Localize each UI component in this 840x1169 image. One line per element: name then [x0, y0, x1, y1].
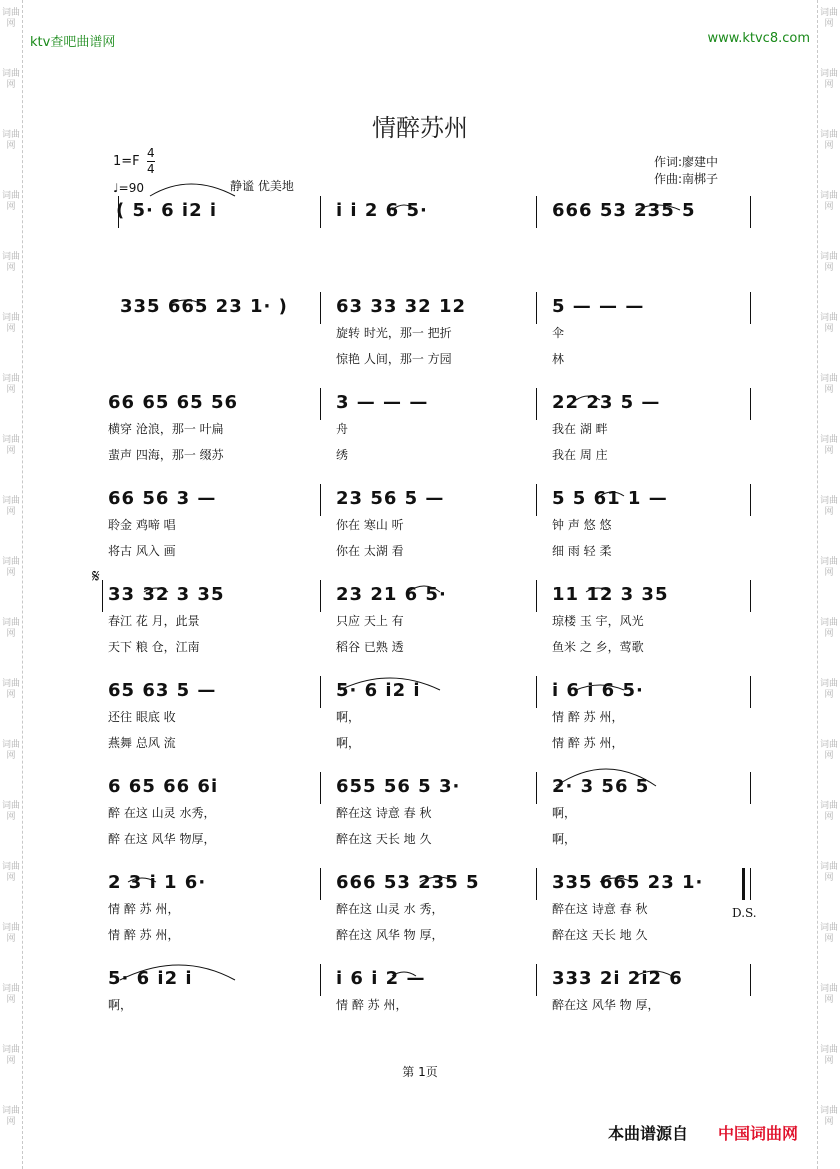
- source-prefix: 本曲谱源自: [608, 1124, 689, 1143]
- bar-line: [750, 196, 751, 228]
- side-watermark-text: 词曲网: [819, 740, 838, 761]
- lyric-verse-2: 醉在这 天长 地 久: [552, 928, 648, 942]
- measure-notes: 66 56 3 —: [108, 488, 217, 509]
- lyric-verse-2: 你在 太湖 看: [336, 544, 404, 558]
- lyric-verse-2: 将古 风入 画: [108, 544, 176, 558]
- side-watermark-text: 词曲网: [1, 1106, 20, 1127]
- bar-line: [750, 388, 751, 420]
- lyric-verse-2: 绣: [336, 448, 349, 462]
- side-watermark-text: 词曲网: [819, 374, 838, 395]
- side-watermark-text: 词曲网: [1, 618, 20, 639]
- lyric-verse-2: 我在 周 庄: [552, 448, 608, 462]
- lyric-verse-1: 啊，: [108, 998, 133, 1012]
- side-watermark-text: 词曲网: [819, 8, 838, 29]
- lyricist-credit: 作词:廖建中: [654, 155, 719, 169]
- side-watermark-text: 词曲网: [819, 923, 838, 944]
- bar-line: [750, 964, 751, 996]
- composer-credit: 作曲:南梆子: [654, 172, 719, 186]
- lyric-verse-2: 稻谷 已熟 透: [336, 640, 404, 654]
- time-signature: [147, 146, 155, 177]
- measure-notes: 2· 3 56 5: [552, 776, 650, 797]
- lyric-verse-2: 细 雨 轻 柔: [552, 544, 612, 558]
- lyric-verse-2: 啊，: [336, 736, 361, 750]
- measure-notes: 65 63 5 —: [108, 680, 217, 701]
- measure-notes: 3 — — —: [336, 392, 429, 413]
- left-watermark-strip: [0, 0, 23, 1169]
- lyric-verse-2: 天下 粮 仓，江南: [108, 640, 200, 654]
- page-number: 第 1页: [402, 1065, 438, 1079]
- side-watermark-text: 词曲网: [1, 374, 20, 395]
- side-watermark-text: 词曲网: [1, 1045, 20, 1066]
- lyric-verse-2: 惊艳 人间，那一 方园: [336, 352, 452, 366]
- side-watermark-text: 词曲网: [1, 862, 20, 883]
- lyric-verse-1: 醉在这 山灵 水 秀，: [336, 902, 444, 916]
- lyric-verse-1: 只应 天上 有: [336, 614, 404, 628]
- side-watermark-text: 词曲网: [819, 435, 838, 456]
- bar-line: [320, 868, 321, 900]
- lyric-verse-1: 我在 湖 畔: [552, 422, 608, 436]
- lyric-verse-1: 横穿 沧浪，那一 叶扁: [108, 422, 224, 436]
- side-watermark-text: 词曲网: [1, 496, 20, 517]
- measure-notes: 5 5 61 1 —: [552, 488, 668, 509]
- measure-notes: ( 5· 6 i2 i: [116, 200, 218, 221]
- bar-line: [750, 580, 751, 612]
- lyric-verse-1: 伞: [552, 326, 565, 340]
- time-signature-bottom: 4: [147, 162, 155, 176]
- measure-notes: 33 32 3 35: [108, 584, 225, 605]
- bar-line: [320, 196, 321, 228]
- side-watermark-text: 词曲网: [1, 679, 20, 700]
- side-watermark-text: 词曲网: [819, 1106, 838, 1127]
- bar-line: [536, 868, 537, 900]
- lyric-verse-2: 情 醉 苏 州，: [108, 928, 180, 942]
- bar-line: [750, 868, 751, 900]
- side-watermark-text: 词曲网: [819, 679, 838, 700]
- measure-notes: 335 665 23 1·: [552, 872, 704, 893]
- lyric-verse-1: 你在 寒山 听: [336, 518, 404, 532]
- dal-segno-mark: D.S.: [732, 906, 757, 920]
- lyric-verse-1: 醉在这 风华 物 厚，: [552, 998, 660, 1012]
- lyric-verse-1: 情 醉 苏 州，: [108, 902, 180, 916]
- lyric-verse-2: 醉在这 天长 地 久: [336, 832, 432, 846]
- lyric-verse-1: 旋转 时光，那一 把折: [336, 326, 452, 340]
- side-watermark-text: 词曲网: [819, 801, 838, 822]
- measure-notes: i 6 i 6 5·: [552, 680, 644, 701]
- lyric-verse-1: 醉 在这 山灵 水秀，: [108, 806, 216, 820]
- measure-notes: 22 23 5 —: [552, 392, 661, 413]
- bar-line: [536, 196, 537, 228]
- measure-notes: 335 665 23 1· ): [120, 296, 288, 317]
- side-watermark-text: 词曲网: [1, 252, 20, 273]
- lyric-verse-1: 钟 声 悠 悠: [552, 518, 612, 532]
- lyric-verse-2: 醉 在这 风华 物厚，: [108, 832, 216, 846]
- segno-sign: 𝄋: [92, 566, 100, 587]
- side-watermark-text: 词曲网: [819, 862, 838, 883]
- tempo-marking: ♩=90: [113, 181, 144, 195]
- lyric-verse-1: 聆金 鸡啼 唱: [108, 518, 176, 532]
- lyric-verse-1: 春江 花 月，此景: [108, 614, 200, 628]
- side-watermark-text: 词曲网: [1, 740, 20, 761]
- bar-line: [750, 676, 751, 708]
- side-watermark-text: 词曲网: [819, 984, 838, 1005]
- side-watermark-text: 词曲网: [1, 984, 20, 1005]
- lyric-verse-1: 情 醉 苏 州，: [552, 710, 624, 724]
- measure-notes: 333 2i 2i2 6: [552, 968, 683, 989]
- bar-line: [320, 964, 321, 996]
- side-watermark-text: 词曲网: [819, 69, 838, 90]
- measure-notes: 655 56 5 3·: [336, 776, 461, 797]
- bar-line: [536, 772, 537, 804]
- bar-line: [536, 676, 537, 708]
- side-watermark-text: 词曲网: [819, 130, 838, 151]
- site-name-left[interactable]: ktv查吧曲谱网: [30, 35, 116, 50]
- side-watermark-text: 词曲网: [1, 8, 20, 29]
- lyric-verse-2: 醉在这 风华 物 厚，: [336, 928, 444, 942]
- bar-line: [536, 580, 537, 612]
- bar-line: [320, 676, 321, 708]
- bar-line: [750, 292, 751, 324]
- side-watermark-text: 词曲网: [819, 1045, 838, 1066]
- side-watermark-text: 词曲网: [819, 496, 838, 517]
- bar-line: [320, 292, 321, 324]
- lyric-verse-1: 舟: [336, 422, 349, 436]
- side-watermark-text: 词曲网: [1, 435, 20, 456]
- expression-marking: 静谧 优美地: [230, 179, 294, 193]
- measure-notes: 11 12 3 35: [552, 584, 669, 605]
- lyric-verse-1: 醉在这 诗意 春 秋: [552, 902, 648, 916]
- side-watermark-text: 词曲网: [819, 557, 838, 578]
- right-watermark-strip: [817, 0, 840, 1169]
- slur: [150, 184, 235, 196]
- measure-notes: 5 — — —: [552, 296, 645, 317]
- key-signature: 1=F: [113, 154, 140, 169]
- measure-notes: i 6 i 2 —: [336, 968, 426, 989]
- measure-notes: 23 56 5 —: [336, 488, 445, 509]
- lyric-verse-2: 情 醉 苏 州，: [552, 736, 624, 750]
- side-watermark-text: 词曲网: [819, 252, 838, 273]
- source-site-name[interactable]: 中国词曲网: [718, 1124, 799, 1143]
- measure-notes: 666 53 235 5: [552, 200, 696, 221]
- lyric-verse-2: 蜚声 四海，那一 缀苏: [108, 448, 224, 462]
- song-title: 情醉苏州: [372, 114, 468, 142]
- bar-line: [536, 964, 537, 996]
- repeat-bar-line: [742, 868, 745, 900]
- time-signature-top: 4: [147, 146, 155, 160]
- side-watermark-text: 词曲网: [1, 923, 20, 944]
- measure-notes: 66 65 65 56: [108, 392, 238, 413]
- lyric-verse-1: 还往 眼底 收: [108, 710, 176, 724]
- measure-notes: 5· 6 i2 i: [108, 968, 193, 989]
- bar-line: [750, 772, 751, 804]
- side-watermark-text: 词曲网: [819, 313, 838, 334]
- measure-notes: i i 2 6 5·: [336, 200, 428, 221]
- bar-line: [102, 580, 103, 612]
- side-watermark-text: 词曲网: [1, 130, 20, 151]
- bar-line: [320, 484, 321, 516]
- lyric-verse-2: 鱼米 之 乡，莺歌: [552, 640, 644, 654]
- side-watermark-text: 词曲网: [1, 191, 20, 212]
- bar-line: [750, 484, 751, 516]
- side-watermark-text: 词曲网: [819, 618, 838, 639]
- bar-line: [320, 580, 321, 612]
- bar-line: [320, 772, 321, 804]
- lyric-verse-1: 啊，: [552, 806, 577, 820]
- side-watermark-text: 词曲网: [1, 557, 20, 578]
- measure-notes: 2 3 i 1 6·: [108, 872, 207, 893]
- measure-notes: 666 53 235 5: [336, 872, 480, 893]
- measure-notes: 5· 6 i2 i: [336, 680, 421, 701]
- bar-line: [536, 388, 537, 420]
- lyric-verse-1: 啊，: [336, 710, 361, 724]
- site-url-right[interactable]: www.ktvc8.com: [707, 31, 810, 46]
- lyric-verse-2: 林: [552, 352, 565, 366]
- measure-notes: 6 65 66 6i: [108, 776, 219, 797]
- bar-line: [320, 388, 321, 420]
- measure-notes: 23 21 6 5·: [336, 584, 447, 605]
- lyric-verse-1: 醉在这 诗意 春 秋: [336, 806, 432, 820]
- measure-notes: 63 33 32 12: [336, 296, 466, 317]
- lyric-verse-2: 燕舞 总风 流: [108, 736, 176, 750]
- side-watermark-text: 词曲网: [1, 801, 20, 822]
- side-watermark-text: 词曲网: [1, 69, 20, 90]
- lyric-verse-1: 琼楼 玉 宇，风光: [552, 614, 644, 628]
- bar-line: [536, 292, 537, 324]
- side-watermark-text: 词曲网: [1, 313, 20, 334]
- side-watermark-text: 词曲网: [819, 191, 838, 212]
- bar-line: [536, 484, 537, 516]
- lyric-verse-2: 啊，: [552, 832, 577, 846]
- lyric-verse-1: 情 醉 苏 州，: [336, 998, 408, 1012]
